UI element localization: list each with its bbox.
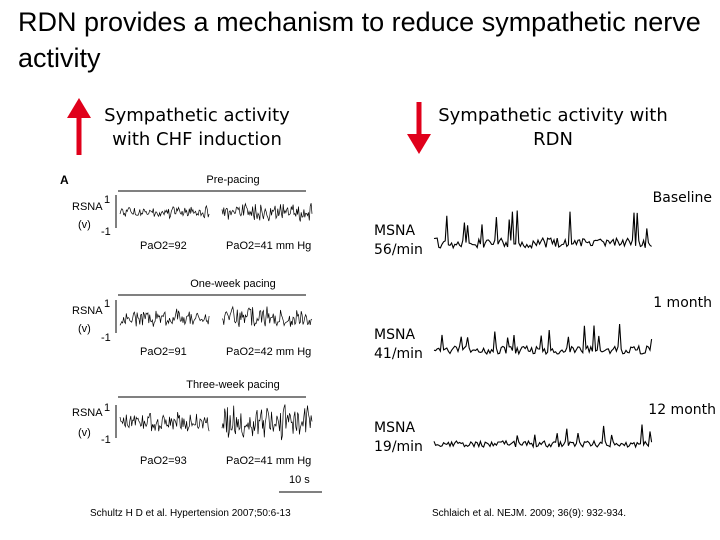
pao2-left-2: PaO2=93 [140,455,187,467]
row-title-0: Pre-pacing [206,174,260,186]
y-unit-0: (v) [78,219,91,231]
tick-bottom-0: -1 [101,226,111,238]
y-unit-2: (v) [78,427,91,439]
scale-bar-label: 10 s [289,474,310,486]
msna-rate-2: 19/min [374,439,423,455]
row-title-2: Three-week pacing [186,379,280,391]
tick-top-1: 1 [104,298,111,310]
y-unit-1: (v) [78,323,91,335]
y-label-1: RSNA [72,305,103,317]
y-label-0: RSNA [72,201,103,213]
msna-rate-1: 41/min [374,346,423,362]
tick-top-0: 1 [104,194,111,206]
msna-trace-2 [434,425,652,447]
msna-rate-0: 56/min [374,242,423,258]
msna-label-1: MSNA [374,327,416,343]
msna-label-0: MSNA [374,223,416,239]
pao2-left-1: PaO2=91 [140,346,187,358]
msna-label-2: MSNA [374,420,416,436]
pao2-left-0: PaO2=92 [140,240,187,252]
msna-trace-0 [434,211,652,248]
right-heading-line1: Sympathetic activity with [438,105,668,126]
msna-trace-1 [434,324,652,354]
pao2-right-0: PaO2=41 mm Hg [226,240,312,252]
tag-12-month: 12 month [648,402,716,418]
row-title-1: One-week pacing [190,278,276,290]
left-heading-line1: Sympathetic activity [104,105,290,126]
y-label-2: RSNA [72,407,103,419]
pao2-right-1: PaO2=42 mm Hg [226,346,312,358]
right-citation: Schlaich et al. NEJM. 2009; 36(9): 932-934. [432,508,626,519]
tag-baseline: Baseline [652,190,712,206]
left-heading-line2: with CHF induction [112,129,282,150]
tick-top-2: 1 [104,402,111,414]
tick-bottom-1: -1 [101,332,111,344]
right-heading-line2: RDN [533,129,573,150]
slide-title: RDN provides a mechanism to reduce sympathetic nerve activity [18,7,701,73]
panel-label: A [60,173,69,187]
tick-bottom-2: -1 [101,434,111,446]
tag-1-month: 1 month [653,295,712,311]
pao2-right-2: PaO2=41 mm Hg [226,455,312,467]
left-citation: Schultz H D et al. Hypertension 2007;50:6-13 [90,508,291,519]
